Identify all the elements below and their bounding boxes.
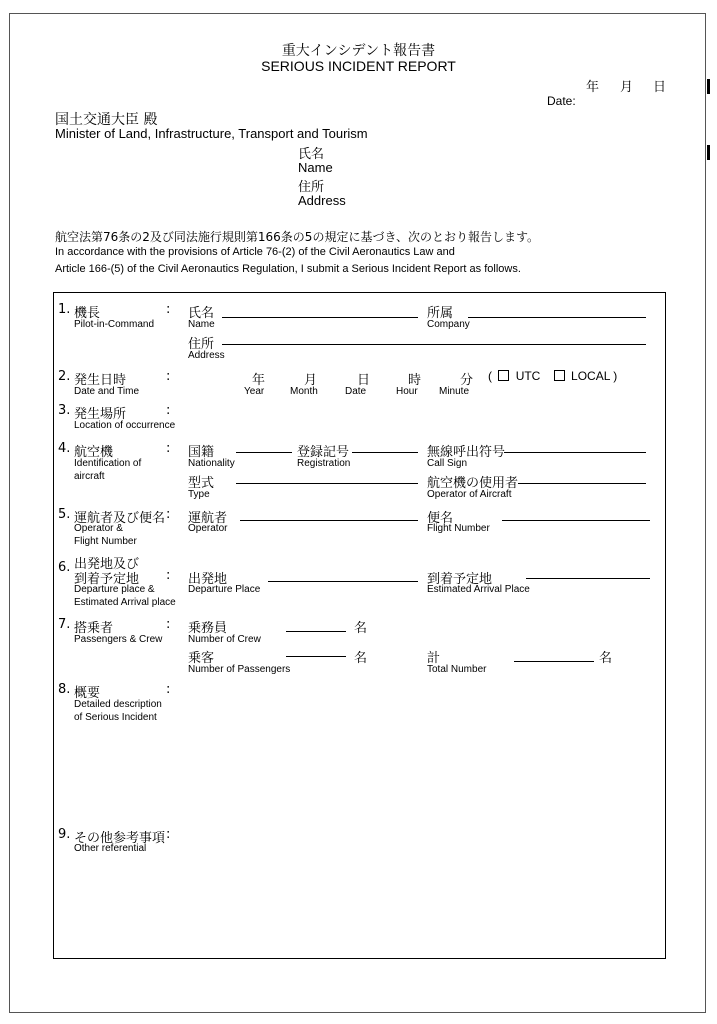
item-label-en: Pilot-in-Command (74, 319, 155, 330)
call-sign-label: 無線呼出符号 (427, 445, 506, 460)
paren-open: ( (488, 369, 492, 383)
crew-label: 乗務員 (188, 621, 228, 636)
paren-close: ) (613, 369, 618, 383)
registration-label: 登録記号 (297, 445, 350, 460)
item-colon: : (166, 302, 171, 317)
preamble-en-1: In accordance with the provisions of Article 76-(2) of the Civil Aeronautics Law and (55, 246, 455, 258)
dt-day-jp: 日 (357, 373, 371, 388)
margin-mark (707, 145, 710, 160)
item-colon: : (166, 403, 171, 418)
item-number: 7. (58, 617, 71, 632)
item-label-jp: 発生場所 (74, 407, 127, 422)
pic-name-field[interactable] (222, 317, 418, 318)
pic-company-label-en: Company (427, 319, 470, 330)
item-label-en-1: Detailed description (74, 699, 162, 710)
utc-label: UTC (515, 369, 541, 383)
timezone-group (488, 369, 617, 383)
passengers-count-field[interactable] (286, 656, 346, 657)
item-label-jp: その他参考事項 (74, 831, 166, 846)
pic-company-label: 所属 (427, 306, 454, 321)
departure-label: 出発地 (188, 572, 228, 587)
pic-address-field[interactable] (222, 344, 646, 345)
crew-unit: 名 (354, 621, 368, 636)
item-colon: : (166, 507, 171, 522)
utc-checkbox[interactable] (498, 370, 509, 381)
crew-label-en: Number of Crew (188, 634, 261, 645)
item-label-en-1: Identification of (74, 458, 142, 469)
arrival-field[interactable] (526, 578, 650, 579)
item-label-jp: 搭乗者 (74, 621, 114, 636)
dt-minute-en: Minute (439, 386, 470, 397)
total-label-en: Total Number (427, 664, 487, 675)
item-label-jp: 航空機 (74, 445, 114, 460)
item-number: 6. (58, 560, 71, 575)
aircraft-operator-label: 航空機の使用者 (427, 476, 519, 491)
item-label-en: Location of occurrence (74, 420, 176, 431)
item-label-jp: 概要 (74, 686, 101, 701)
reporter-address-en: Address (298, 193, 346, 208)
pic-address-label-en: Address (188, 350, 225, 361)
item-label-en-2: Flight Number (74, 536, 137, 547)
arrival-label-en: Estimated Arrival Place (427, 584, 530, 595)
type-label-en: Type (188, 489, 210, 500)
date-year: 年 (586, 80, 600, 95)
registration-label-en: Registration (297, 458, 351, 469)
addressee-jp: 国土交通大臣 殿 (55, 112, 158, 128)
passengers-label-en: Number of Passengers (188, 664, 291, 675)
dt-year-en: Year (244, 386, 265, 397)
item-number: 5. (58, 507, 71, 522)
dt-hour-en: Hour (396, 386, 418, 397)
aircraft-operator-field[interactable] (518, 483, 646, 484)
total-label: 計 (427, 651, 441, 666)
dt-month-en: Month (290, 386, 318, 397)
item-label-en-2: of Serious Incident (74, 712, 157, 723)
dt-minute-jp: 分 (460, 373, 474, 388)
item-number: 1. (58, 302, 71, 317)
item-number: 2. (58, 369, 71, 384)
pic-address-label: 住所 (188, 337, 215, 352)
item-colon: : (166, 827, 171, 842)
item-label-jp: 機長 (74, 306, 101, 321)
preamble-jp: 航空法第76条の2及び同法施行規則第166条の5の規定に基づき、次のとおり報告します。 (55, 230, 540, 244)
total-count-field[interactable] (514, 661, 594, 662)
nationality-field[interactable] (236, 452, 292, 453)
arrival-label: 到着予定地 (427, 572, 493, 587)
crew-count-field[interactable] (286, 631, 346, 632)
passengers-unit: 名 (354, 651, 368, 666)
aircraft-operator-label-en: Operator of Aircraft (427, 489, 512, 500)
item-label-en-1: Departure place & (74, 584, 155, 595)
item-colon: : (166, 441, 171, 456)
item-label-en-2: aircraft (74, 471, 105, 482)
reporter-address-jp: 住所 (298, 180, 325, 195)
pic-name-label: 氏名 (188, 306, 215, 321)
flight-number-field[interactable] (502, 520, 650, 521)
date-day: 日 (653, 80, 667, 95)
call-sign-label-en: Call Sign (427, 458, 468, 469)
item-number: 3. (58, 403, 71, 418)
reporter-name-en: Name (298, 160, 333, 175)
margin-mark (707, 79, 710, 94)
item-label-en: Passengers & Crew (74, 634, 163, 645)
title-jp: 重大インシデント報告書 (281, 43, 436, 59)
item-label-jp: 運航者及び便名 (74, 511, 166, 526)
date-label: Date: (547, 94, 576, 108)
dt-year-jp: 年 (252, 373, 266, 388)
item-colon: : (166, 568, 171, 583)
title-en: SERIOUS INCIDENT REPORT (261, 58, 456, 74)
item-label-jp-1: 出発地及び (74, 557, 140, 572)
registration-field[interactable] (352, 452, 418, 453)
item-label-en: Date and Time (74, 386, 140, 397)
flight-number-label: 便名 (427, 511, 454, 526)
dt-day-en: Date (345, 386, 367, 397)
passengers-label: 乗客 (188, 651, 215, 666)
local-checkbox[interactable] (554, 370, 565, 381)
item-number: 8. (58, 682, 71, 697)
total-unit: 名 (599, 651, 613, 666)
type-label: 型式 (188, 476, 215, 491)
item-label-jp-2: 到着予定地 (74, 572, 140, 587)
operator-label-en: Operator (188, 523, 228, 534)
date-month: 月 (620, 80, 634, 95)
pic-company-field[interactable] (468, 317, 646, 318)
reporter-name-jp: 氏名 (298, 147, 325, 162)
nationality-label: 国籍 (188, 445, 215, 460)
dt-hour-jp: 時 (408, 373, 422, 388)
item-label-jp: 発生日時 (74, 373, 127, 388)
operator-field[interactable] (240, 520, 418, 521)
departure-field[interactable] (268, 581, 418, 582)
operator-label: 運航者 (188, 511, 228, 526)
type-field[interactable] (236, 483, 418, 484)
item-label-en-1: Operator & (74, 523, 123, 534)
departure-label-en: Departure Place (188, 584, 261, 595)
flight-number-label-en: Flight Number (427, 523, 490, 534)
item-colon: : (166, 682, 171, 697)
call-sign-field[interactable] (504, 452, 646, 453)
local-label: LOCAL (571, 369, 610, 383)
item-colon: : (166, 617, 171, 632)
nationality-label-en: Nationality (188, 458, 235, 469)
item-label-en-2: Estimated Arrival place (74, 597, 176, 608)
preamble-en-2: Article 166-(5) of the Civil Aeronautics Regulation, I submit a Serious Incident Report as follows. (55, 263, 521, 275)
addressee-en: Minister of Land, Infrastructure, Transport and Tourism (55, 126, 368, 141)
item-number: 4. (58, 441, 71, 456)
dt-month-jp: 月 (304, 373, 318, 388)
item-number: 9. (58, 827, 71, 842)
pic-name-label-en: Name (188, 319, 215, 330)
item-label-en: Other referential (74, 843, 147, 854)
item-colon: : (166, 369, 171, 384)
